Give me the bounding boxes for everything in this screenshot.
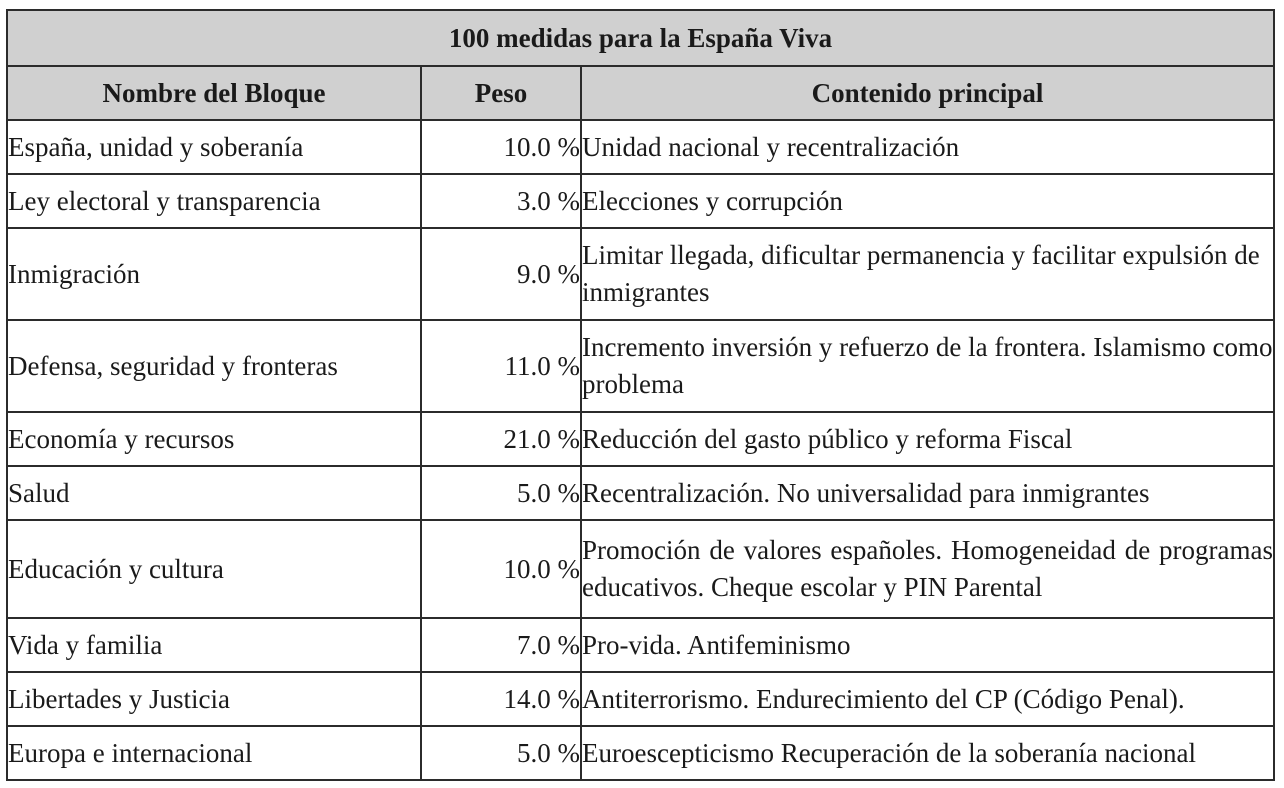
table-row (7, 672, 1274, 726)
row-content: Incremento inversión y refuerzo de la frontera. Islamismo como problema (581, 320, 1274, 412)
header-name: Nombre del Bloque (7, 66, 421, 120)
header-weight: Peso (421, 66, 581, 120)
header-row (7, 66, 1274, 120)
row-name: Ley electoral y transparencia (7, 174, 421, 228)
row-name: Economía y recursos (7, 412, 421, 466)
row-content: Limitar llegada, dificultar permanencia y facilitar expulsión de inmigrantes (581, 228, 1274, 320)
row-content: Pro-vida. Antifeminismo (581, 618, 1274, 672)
table-row (7, 726, 1274, 780)
row-weight: 3.0 % (421, 174, 581, 228)
row-name: España, unidad y soberanía (7, 120, 421, 174)
table-title: 100 medidas para la España Viva (7, 10, 1274, 66)
table-row (7, 412, 1274, 466)
measures-table (6, 9, 1275, 781)
row-name: Vida y familia (7, 618, 421, 672)
row-weight: 5.0 % (421, 726, 581, 780)
table-row (7, 466, 1274, 520)
row-weight: 11.0 % (421, 320, 581, 412)
row-content: Antiterrorismo. Endurecimiento del CP (Código Penal). (581, 672, 1274, 726)
row-name: Libertades y Justicia (7, 672, 421, 726)
title-row (7, 10, 1274, 66)
table-row (7, 520, 1274, 618)
table-row (7, 228, 1274, 320)
row-name: Salud (7, 466, 421, 520)
row-weight: 21.0 % (421, 412, 581, 466)
row-weight: 5.0 % (421, 466, 581, 520)
row-content: Reducción del gasto público y reforma Fiscal (581, 412, 1274, 466)
row-content: Euroescepticismo Recuperación de la soberanía nacional (581, 726, 1274, 780)
row-name: Europa e internacional (7, 726, 421, 780)
table-row (7, 618, 1274, 672)
row-content: Recentralización. No universalidad para inmigrantes (581, 466, 1274, 520)
table-row (7, 320, 1274, 412)
row-name: Defensa, seguridad y fronteras (7, 320, 421, 412)
table-row (7, 120, 1274, 174)
table-row (7, 174, 1274, 228)
header-content: Contenido principal (581, 66, 1274, 120)
row-name: Inmigración (7, 228, 421, 320)
row-content: Promoción de valores españoles. Homogeneidad de programas educativos. Cheque escolar y PIN Parental (581, 520, 1274, 618)
row-name: Educación y cultura (7, 520, 421, 618)
row-weight: 14.0 % (421, 672, 581, 726)
row-content: Elecciones y corrupción (581, 174, 1274, 228)
row-weight: 10.0 % (421, 120, 581, 174)
row-weight: 10.0 % (421, 520, 581, 618)
row-weight: 7.0 % (421, 618, 581, 672)
row-weight: 9.0 % (421, 228, 581, 320)
row-content: Unidad nacional y recentralización (581, 120, 1274, 174)
